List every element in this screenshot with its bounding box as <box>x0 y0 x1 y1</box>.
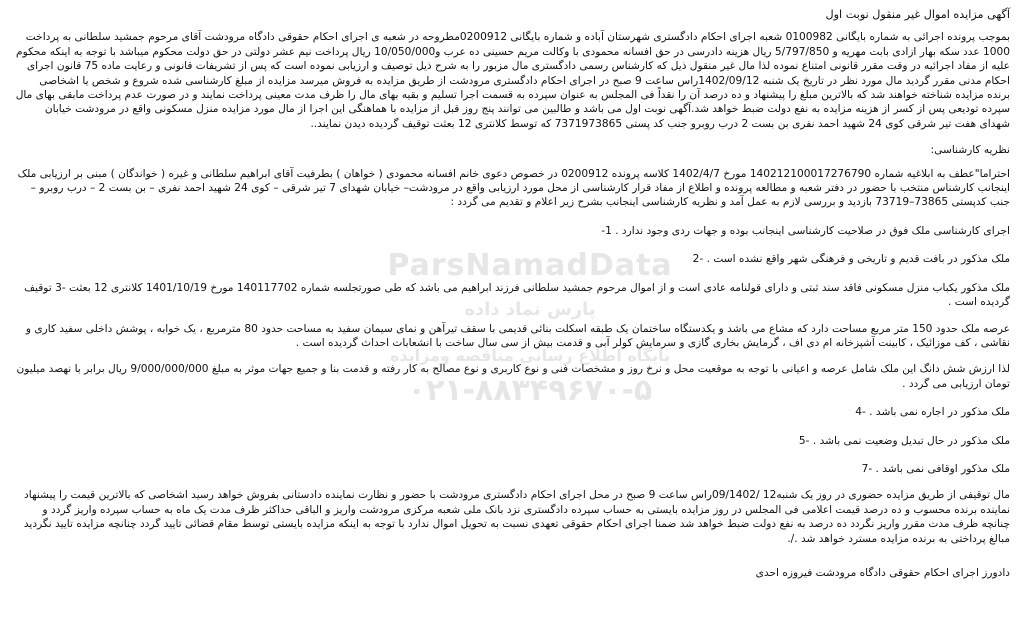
expert-item-5: ملک مذکور در حال تبدیل وضعیت نمی باشد . -5 <box>798 434 1010 447</box>
auction-closing-paragraph: مال توقیفی از طریق مزایده حضوری در روز یک شنبه12 /09/1402راس ساعت 9 صبح در محل اجرای احکام دادگستری مرودشت با حضور و نظارت نماینده دادستانی بفروش خواهد رسید اشخاصی که بالاترین قیمت را پیشنهاد نماینده برنده محسوب و ده درصد قیمت اعلامی فی المجلس در روز مزایده بایستی به حساب سپرده دادگستری نزد بانک ملی شعبه مرکزی مرودشت واریز و الباقی حداکثر ظرف مدت یک ماه به حساب سپرده واریز گردد و چنانچه ظرف مدت مقرر واریز نگردد ده درصد به نفع دولت ضبط خواهد شد ضمنا اجرای احکام حقوقی تعهدی نسبت به تحویل اموال ندارد با توجه به اینکه مزایده بایستی توسط مقام قضائی تایید گردد چنانچه مزایده تایید نگردید مبالغ پرداختی به برنده مزایده مسترد خواهد شد ./. <box>23 489 1010 545</box>
expert-item-4: ملک مذکور در اجاره نمی باشد . -4 <box>855 406 1010 419</box>
watermark-subtitle: پارس نماد داده <box>464 299 596 320</box>
valuation-paragraph: لذا ارزش شش دانگ این ملک شامل عرصه و اعیانی با توجه به موقعیت محل و نرخ روز و مشخصات فنی و نوع کاربری و نوع مصالح به کار رفته و قدمت بنا و جمیع جهات موثر به مبلغ 9/000/000/000 ریال برابر با نهصد میلیون تومان ارزیابی می گردد . <box>16 363 1010 390</box>
expert-item-7: ملک مذکور اوقافی نمی باشد . -7 <box>861 462 1010 475</box>
watermark-brand: ParsNamadData <box>387 248 673 283</box>
expert-heading: نظریه کارشناسی: <box>930 144 1010 157</box>
notice-intro-paragraph: بموجب پرونده اجرائی به شماره بایگانی 0100982 شعبه اجرای احکام دادگستری شهرستان آباده و شماره بایگانی 0200912مطروحه در شعبه ی اجرای احکام حقوقی دادگاه مرودشت آقای مرحوم جمشید سلطانی به پرداخت 1000 عدد سکه بهار ازادی بابت مهریه و 5/797/850 ریال هزینه دادرسی در حق افسانه محمودی با وکالت مریم حسینی ده عرب و10/050/000 ریال پرداخت نیم عشر دولتی در حق دولت محکوم میباشد با توجه به اینکه محکوم علیه از مفاد اجرائیه در وقت مقرر قانونی امتناع نموده لذا مال غیر منقول ذیل که کارشناس رسمی دادگستری مال مزبور را به شرح ذیل توصیف و ارزیابی نموده است که پس از تشریفات قانونی و رعایت ماده 75 قانون اجرای احکام مدنی مقرر گردید مال مورد نظر در تاریخ یک شنبه 1402/09/12راس ساعت 9 صبح در اجرای احکام دادگستری مرودشت از طریق مزایده به فروش میرسد مزایده از مبلغ کارشناسی شده شروع و شخص یا اشخاصی برنده مزایده شناخته خواهند شد که بالاترین مبلغ را پیشنهاد و ده درصد آن را نقداً فی المجلس به عنوان سپرده به قسمت اجرا تسلیم و بقیه بهای مال را ظرف مدت معینی پرداخت نمایند و در صورت عدم پرداخت مابقی بهای مال سپرده تودیعی پس از کسر از هزینه مزایده به نفع دولت ضبط خواهد شد.آگهی نوبت اول می باشد و طالبین می توانند پنج روز قبل از مزایده با هماهنگی این اجرا از مال مورد مزایده منزل مسکونی واقع در مرودشت خیابان شهدای هفت تیر شرقی کوی 24 شهید احمد نفری بن بست 2 درب روبرو جنب کد پستی 7371973865 که توسط کلانتری 12 بعثت توقیف گردیده دیدن نمایند.. <box>15 31 1010 130</box>
expert-item-1: اجرای کارشناسی ملک فوق در صلاحیت کارشناسی اینجانب بوده و جهات ردی وجود ندارد . 1- <box>601 224 1010 237</box>
expert-item-2: ملک مذکور در بافت قدیم و تاریخی و فرهنگی شهر واقع نشده است . -2 <box>692 253 1010 266</box>
watermark-phone: ۰۲۱-۸۸۳۴۹۶۷۰-۵ <box>407 373 653 408</box>
expert-item-3: ملک مذکور یکباب منزل مسکونی فاقد سند ثبتی و دارای قولنامه عادی است و از اموال مرحوم جمشید سلطانی فرزند ابراهیم می باشد که طی صورتجلسه شماره 140117702 مورخ 1401/10/19 کلانتری 12 بعثت -3 توقیف گردیده است . <box>24 281 1010 309</box>
notice-title: آگهی مزایده اموال غیر منقول نوبت اول <box>825 8 1010 21</box>
signature-line: دادورز اجرای احکام حقوقی دادگاه مرودشت فیروزه احدی <box>755 566 1010 579</box>
property-description: عرصه ملک حدود 150 متر مربع مساحت دارد که مشاع می باشد و یکدستگاه ساختمان یک طبقه اسکلت بنائی قدیمی با سقف تیرآهن و نمای سیمان سفید به مساحت حدود 80 مترمربع ، یک خوابه ، پوشش داخلی سفید کاری و نقاشی ، کف موزائیک ، کابینت آشپزخانه ام دی اف ، گرمایش بخاری گازی و سرمایش کولر آبی و قدمت بیش از سی سال ساخت با انشعابات احداث گردیده است . <box>25 322 1010 349</box>
expert-intro-paragraph: احتراما"عطف به ابلاغیه شماره 140212100017276790 مورخ 1402/4/7 کلاسه پرونده 0200912 در خصوص دعوی خانم افسانه محمودی ( خواهان ) بطرفیت آقای ابراهیم سلطانی و غیره ( خواندگان ) مبنی بر ارزیابی ملک اینجانب کارشناس منتخب با حضور در دفتر شعبه و مطالعه پرونده و اطلاع از مفاد قرار کارشناسی از محل مورد ارزیابی واقع در مرودشت– خیابان شهدای 7 تیر شرقی – کوی 24 شهید احمد نفری – بن بست 2 – درب روبرو – جنب کدپستی 73865–73719 بازدید و بررسی لازم به عمل آمد و نظریه کارشناسی اینجانب بشرح زیر اعلام و تقدیم می گردد : <box>17 167 1010 209</box>
watermark-tagline: پایگاه اطلاع رسانی مناقصه ومزایده <box>389 346 671 365</box>
